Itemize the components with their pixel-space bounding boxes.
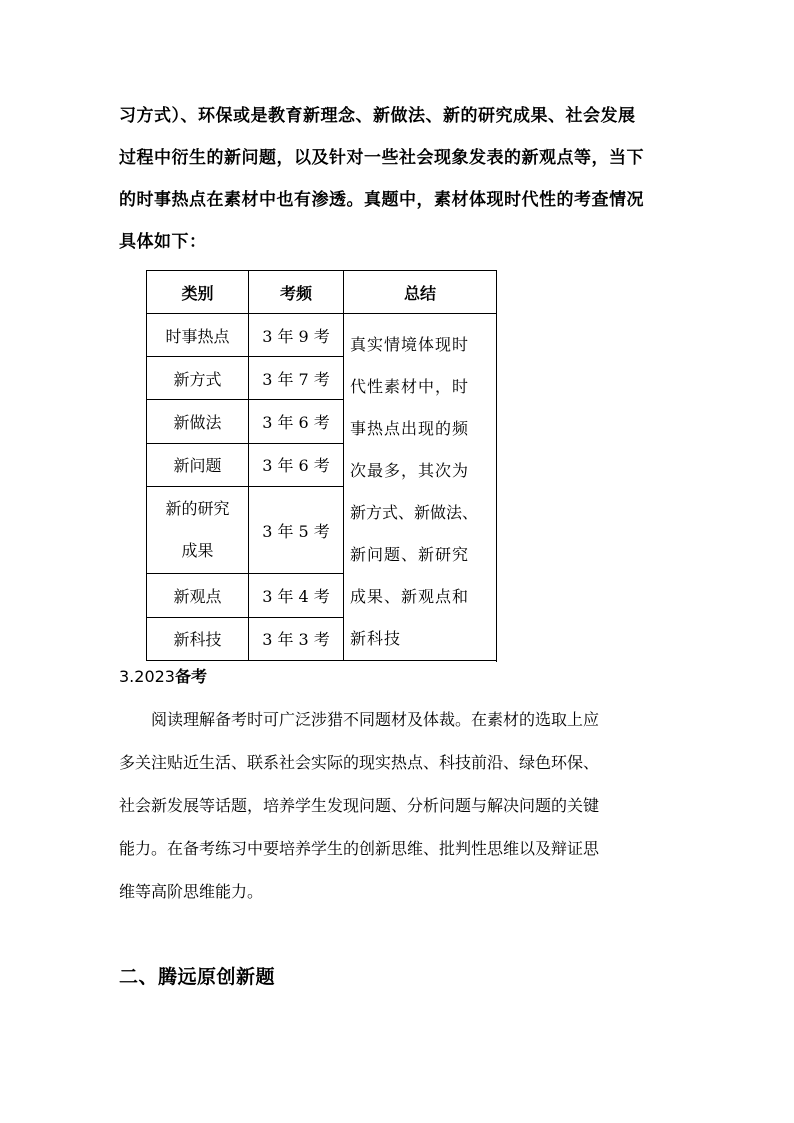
category-line: 新的研究 <box>165 499 230 519</box>
summary-cell <box>344 314 497 661</box>
frequency-table <box>146 270 497 661</box>
frequency-cell: 3 年 6 考 <box>249 400 344 443</box>
summary-line: 代性素材中，时 <box>350 377 470 396</box>
category-cell: 新观点 <box>147 574 249 617</box>
summary-line: 新科技 <box>350 629 402 648</box>
header-frequency: 考频 <box>249 271 344 314</box>
header-summary: 总结 <box>344 271 497 314</box>
frequency-cell: 3 年 9 考 <box>249 314 344 357</box>
section-heading <box>119 664 207 687</box>
chapter-heading: 二、腾远原创新题 <box>119 966 276 988</box>
category-line: 成果 <box>181 541 214 561</box>
frequency-cell: 3 年 7 考 <box>249 357 344 400</box>
summary-line: 真实情境体现时 <box>350 335 470 354</box>
category-cell: 新科技 <box>147 617 249 660</box>
frequency-cell: 3 年 3 考 <box>249 617 344 660</box>
category-cell: 新问题 <box>147 443 249 486</box>
frequency-cell: 3 年 6 考 <box>249 443 344 486</box>
advice-line: 阅读理解备考时可广泛涉猎不同题材及体裁。在素材的选取上应 <box>151 710 600 729</box>
advice-paragraph <box>119 698 689 913</box>
summary-line: 次最多，其次为 <box>350 461 470 480</box>
intro-line: 过程中衍生的新问题，以及针对一些社会现象发表的新观点等，当下 <box>119 148 644 168</box>
category-cell: 新方式 <box>147 357 249 400</box>
category-cell <box>147 486 249 574</box>
advice-line: 社会新发展等话题，培养学生发现问题、分析问题与解决问题的关键 <box>119 796 600 815</box>
advice-line: 多关注贴近生活、联系社会实际的现实热点、科技前沿、绿色环保、 <box>119 753 600 772</box>
frequency-cell: 3 年 5 考 <box>249 486 344 574</box>
intro-line: 的时事热点在素材中也有渗透。真题中，素材体现时代性的考查情况 <box>119 190 644 210</box>
section-title: 备考 <box>174 667 207 686</box>
category-cell: 时事热点 <box>147 314 249 357</box>
intro-paragraph <box>119 95 679 263</box>
intro-line: 具体如下： <box>119 232 207 252</box>
summary-line: 新问题、新研究 <box>350 545 470 564</box>
category-cell: 新做法 <box>147 400 249 443</box>
section-number: 3.2023 <box>119 667 175 686</box>
header-category: 类别 <box>147 271 249 314</box>
summary-line: 新方式、新做法、 <box>350 503 479 522</box>
summary-line: 事热点出现的频 <box>350 419 470 438</box>
frequency-cell: 3 年 4 考 <box>249 574 344 617</box>
advice-line: 维等高阶思维能力。 <box>119 882 264 901</box>
summary-line: 成果、新观点和 <box>350 587 470 606</box>
table-header-row <box>147 271 497 314</box>
intro-line: 习方式）、环保或是教育新理念、新做法、新的研究成果、社会发展 <box>119 106 636 126</box>
advice-line: 能力。在备考练习中要培养学生的创新思维、批判性思维以及辩证思 <box>119 839 600 858</box>
table-row <box>147 314 497 357</box>
